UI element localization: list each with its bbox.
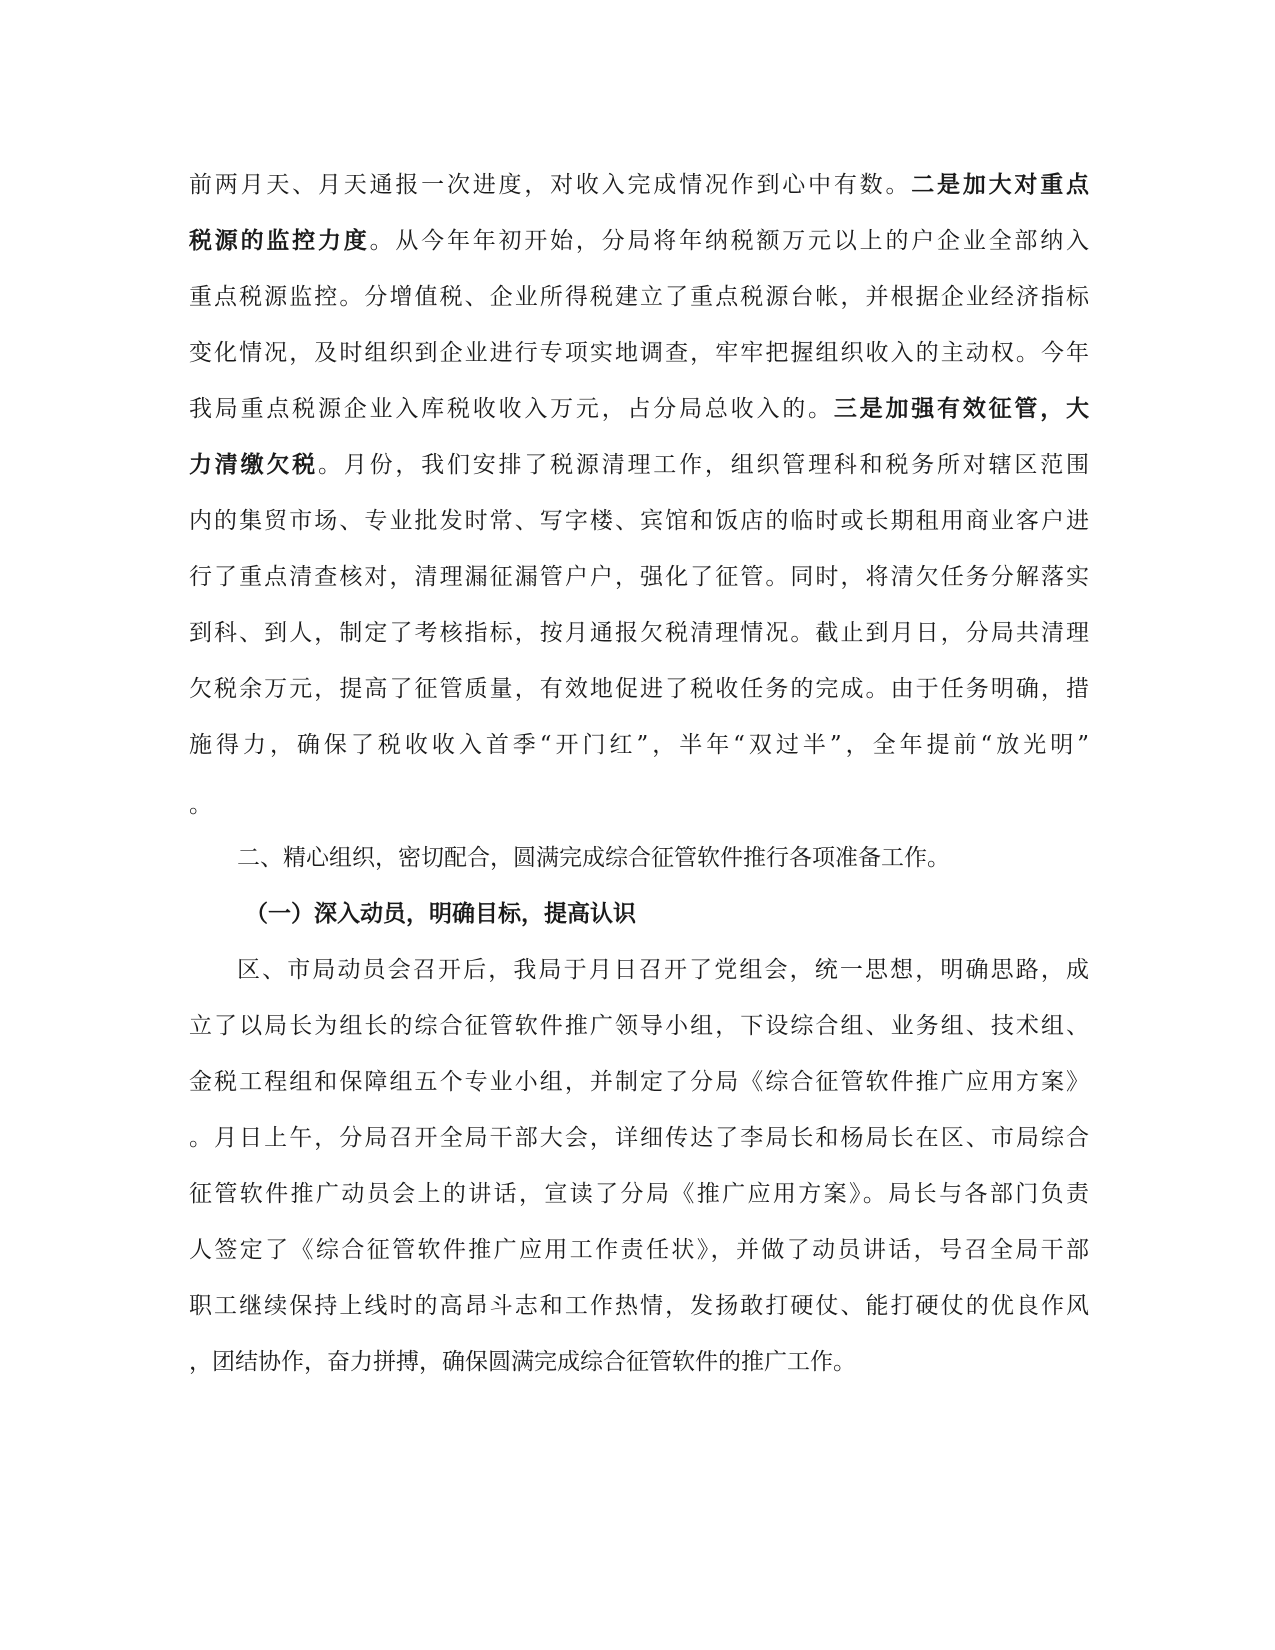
body-line: 。月日上午，分局召开全局干部大会，详细传达了李局长和杨局长在区、市局综合	[189, 1125, 1089, 1151]
body-line: 征管软件推广动员会上的讲话，宣读了分局《推广应用方案》。局长与各部门负责	[189, 1181, 1089, 1207]
body-line: 金税工程组和保障组五个专业小组，并制定了分局《综合征管软件推广应用方案》	[189, 1069, 1089, 1095]
body-line: 变化情况，及时组织到企业进行专项实地调查，牢牢把握组织收入的主动权。今年	[189, 340, 1089, 366]
body-line: 施得力，确保了税收收入首季“开门红”，半年“双过半”，全年提前“放光明”	[189, 732, 1089, 758]
body-line: 区、市局动员会召开后，我局于月日召开了党组会，统一思想，明确思路，成	[237, 957, 1089, 983]
body-line: 税源的监控力度。从今年年初开始，分局将年纳税额万元以上的户企业全部纳入	[189, 227, 1089, 254]
body-line: 行了重点清查核对，清理漏征漏管户户，强化了征管。同时，将清欠任务分解落实	[189, 564, 1089, 590]
emphasis-text: 税源的监控力度	[189, 227, 370, 254]
emphasis-text: 力清缴欠税	[189, 451, 318, 478]
body-line: ，团结协作，奋力拼搏，确保圆满完成综合征管软件的推广工作。	[189, 1349, 856, 1375]
emphasis-text: 二是加大对重点	[911, 171, 1089, 198]
subsection-heading: （一）深入动员，明确目标，提高认识	[245, 900, 636, 927]
emphasis-text: 三是加强有效征管，大	[833, 395, 1089, 422]
body-line: 。	[189, 792, 212, 818]
body-line: 前两月天、月天通报一次进度，对收入完成情况作到心中有数。二是加大对重点	[189, 171, 1089, 198]
body-line: 到科、到人，制定了考核指标，按月通报欠税清理情况。截止到月日，分局共清理	[189, 620, 1089, 646]
body-line: 职工继续保持上线时的高昂斗志和工作热情，发扬敢打硬仗、能打硬仗的优良作风	[189, 1293, 1089, 1319]
body-line: 内的集贸市场、专业批发时常、写字楼、宾馆和饭店的临时或长期租用商业客户进	[189, 508, 1089, 534]
body-line: 我局重点税源企业入库税收收入万元，占分局总收入的。三是加强有效征管，大	[189, 395, 1089, 422]
body-line: 重点税源监控。分增值税、企业所得税建立了重点税源台帐，并根据企业经济指标	[189, 284, 1089, 310]
body-line: 立了以局长为组长的综合征管软件推广领导小组，下设综合组、业务组、技术组、	[189, 1013, 1089, 1039]
section-heading: 二、精心组织，密切配合，圆满完成综合征管软件推行各项准备工作。	[237, 845, 950, 871]
body-line: 欠税余万元，提高了征管质量，有效地促进了税收任务的完成。由于任务明确，措	[189, 676, 1089, 702]
body-line: 力清缴欠税。月份，我们安排了税源清理工作，组织管理科和税务所对辖区范围	[189, 451, 1089, 478]
body-line: 人签定了《综合征管软件推广应用工作责任状》，并做了动员讲话，号召全局干部	[189, 1237, 1089, 1263]
